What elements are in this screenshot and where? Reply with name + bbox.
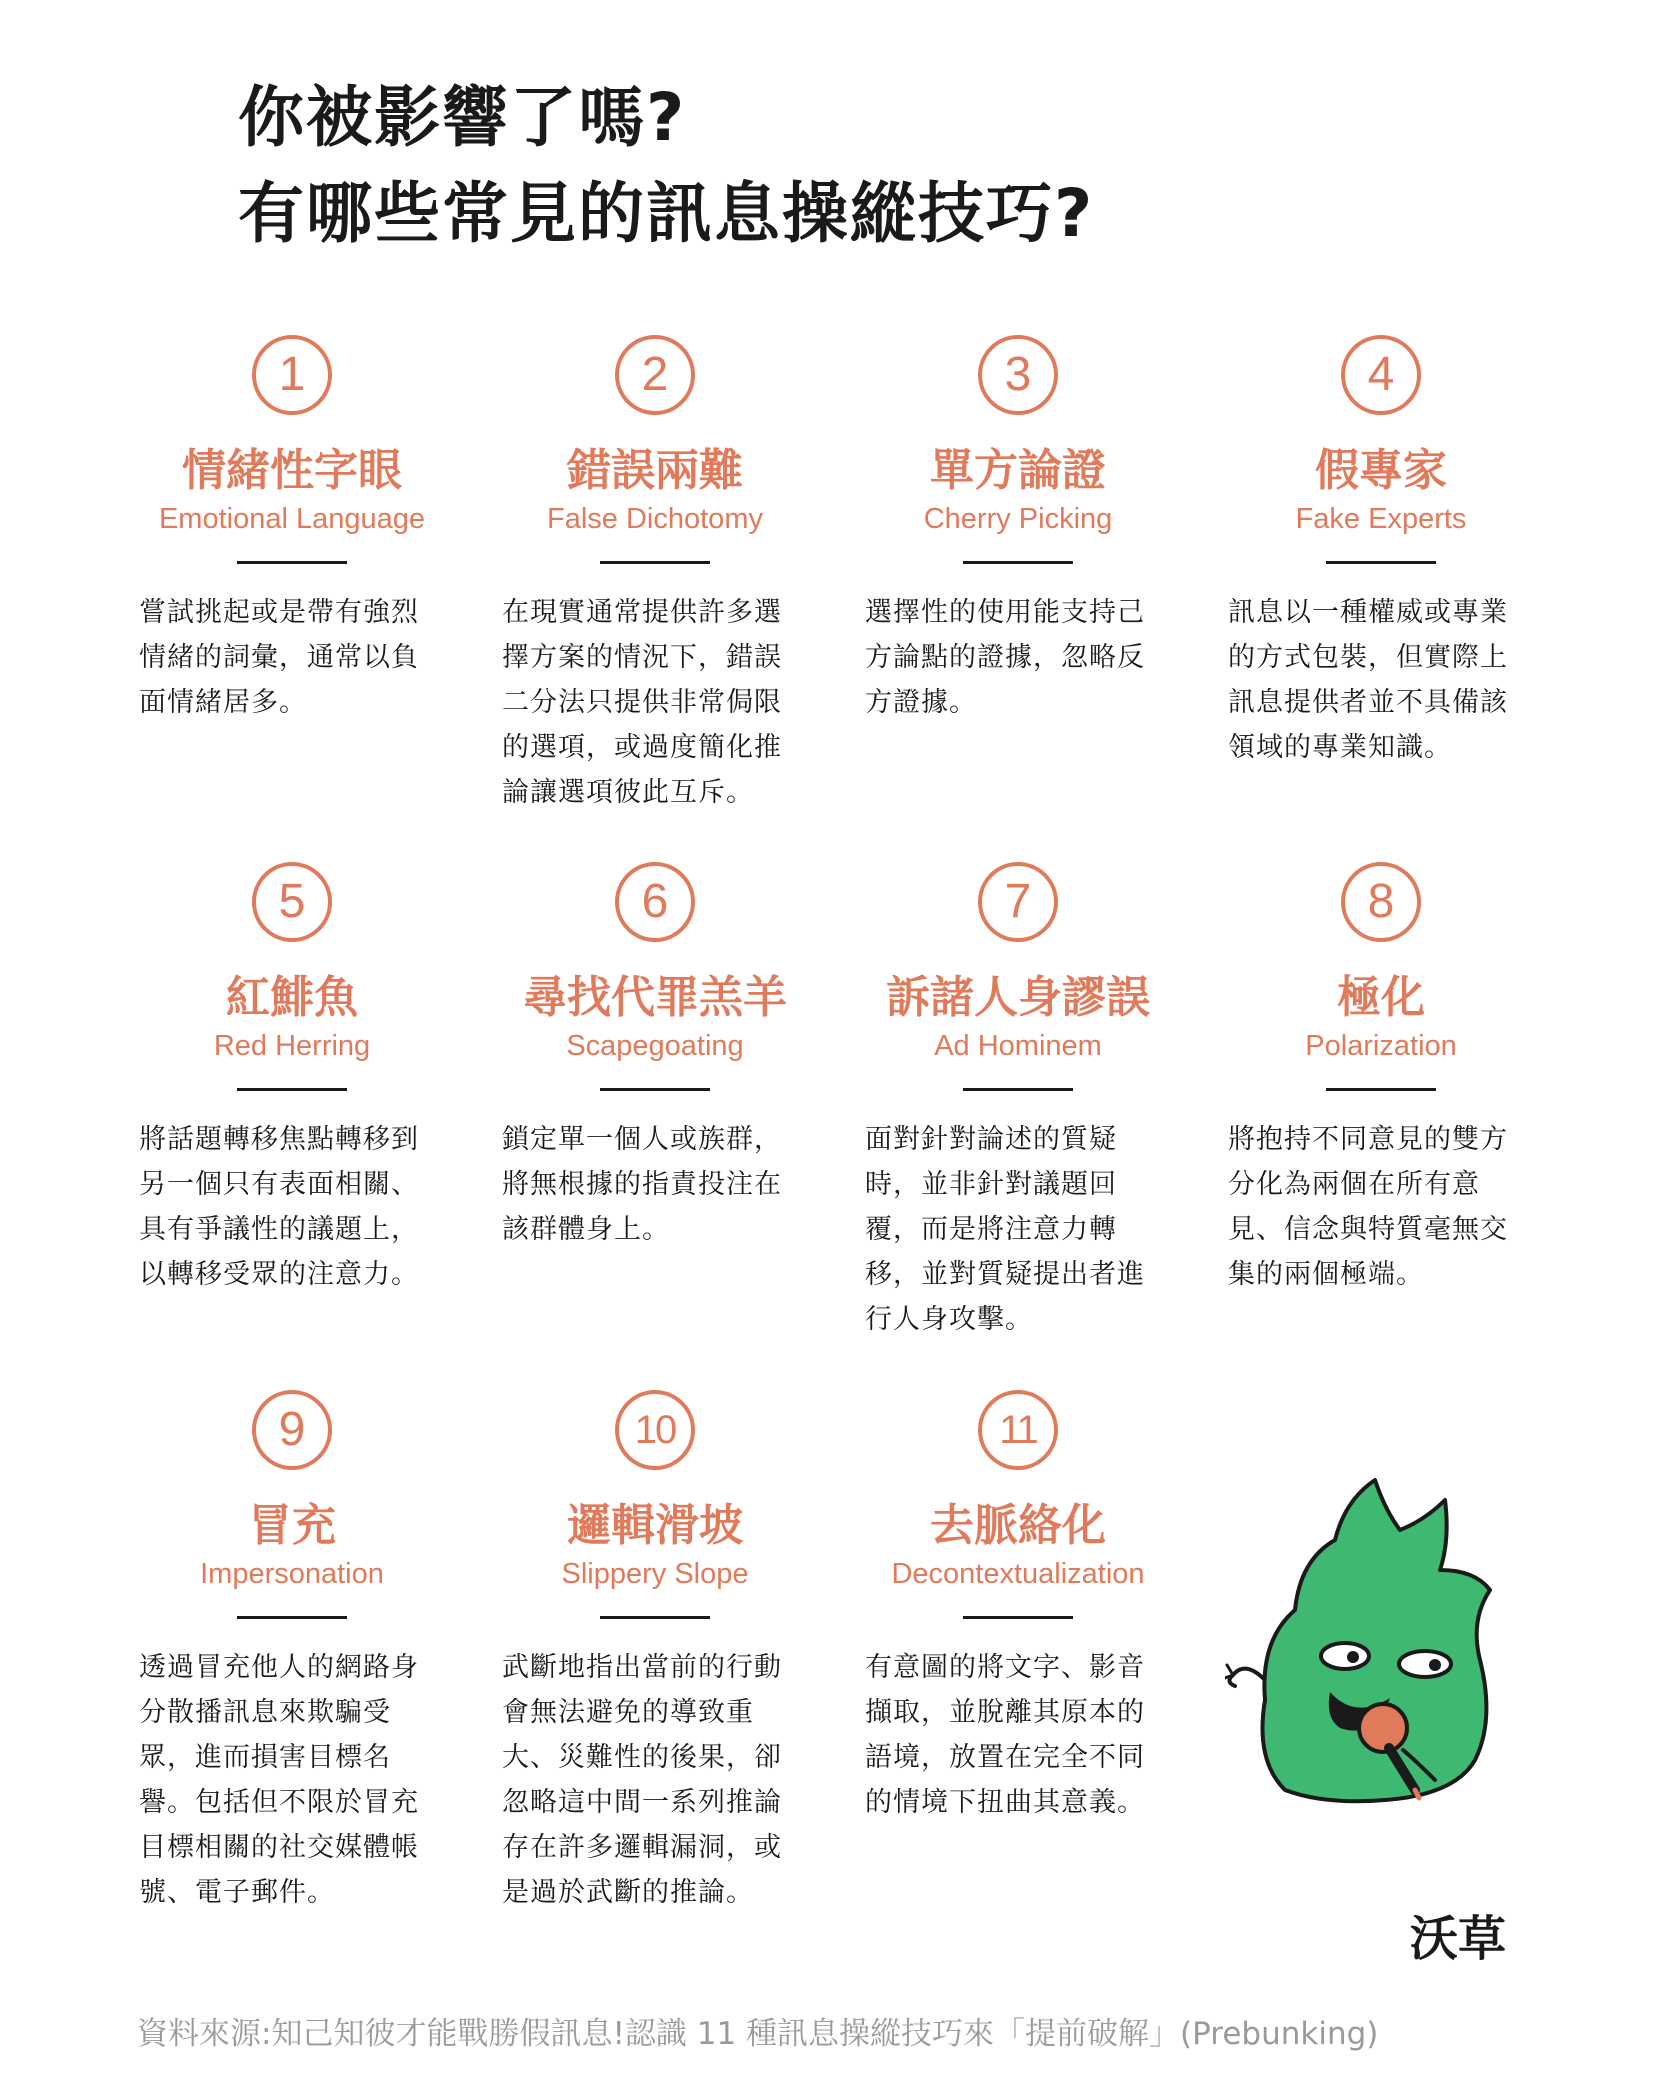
number-badge: 7	[978, 862, 1058, 942]
technique-description: 武斷地指出當前的行動會無法避免的導致重大、災難性的後果，卻忽略這中間一系列推論存在許多邏輯漏洞，或是過於武斷的推論。	[502, 1652, 782, 1908]
technique-title-zh: 尋找代罪羔羊	[523, 972, 787, 1023]
number-badge: 2	[615, 335, 695, 415]
number-badge: 1	[252, 335, 332, 415]
technique-card-9	[127, 1390, 457, 1915]
technique-description: 將話題轉移焦點轉移到另一個只有表面相關、具有爭議性的議題上，以轉移受眾的注意力。	[139, 1124, 419, 1290]
technique-title-en: Emotional Language	[158, 503, 426, 535]
technique-card-11	[853, 1390, 1183, 1825]
technique-title-en: Scapegoating	[566, 1030, 744, 1062]
technique-description: 鎖定單一個人或族群，將無根據的指責投注在該群體身上。	[502, 1124, 782, 1245]
divider	[237, 1616, 347, 1619]
mascot-illustration	[1225, 1460, 1525, 1820]
number-badge: 11	[978, 1390, 1058, 1470]
technique-card-6	[490, 862, 820, 1252]
technique-card-2	[490, 335, 820, 815]
divider	[237, 1088, 347, 1091]
number-badge: 8	[1341, 862, 1421, 942]
technique-title-en: Fake Experts	[1295, 503, 1467, 535]
title-line-1: 你被影響了嗎?	[238, 79, 687, 156]
divider	[963, 1616, 1073, 1619]
technique-title-en: Red Herring	[213, 1030, 371, 1062]
technique-card-8	[1216, 862, 1546, 1297]
technique-title-en: Impersonation	[200, 1558, 384, 1590]
divider	[600, 1088, 710, 1091]
technique-title-zh: 去脈絡化	[930, 1500, 1106, 1551]
divider	[963, 1088, 1073, 1091]
technique-title-en: Slippery Slope	[561, 1558, 749, 1590]
technique-card-1	[127, 335, 457, 725]
technique-title-en: Cherry Picking	[923, 503, 1113, 535]
technique-description: 面對針對論述的質疑時，並非針對議題回覆，而是將注意力轉移，並對質疑提出者進行人身攻擊。	[865, 1124, 1145, 1335]
divider	[237, 561, 347, 564]
technique-description: 訊息以一種權威或專業的方式包裝，但實際上訊息提供者並不具備該領域的專業知識。	[1228, 597, 1508, 763]
technique-card-5	[127, 862, 457, 1297]
technique-description: 嘗試挑起或是帶有強烈情緒的詞彙，通常以負面情緒居多。	[139, 597, 419, 718]
technique-title-zh: 冒充	[248, 1500, 336, 1551]
number-badge: 5	[252, 862, 332, 942]
number-badge: 10	[615, 1390, 695, 1470]
technique-description: 有意圖的將文字、影音擷取，並脫離其原本的語境，放置在完全不同的情境下扭曲其意義。	[865, 1652, 1145, 1818]
number-badge: 6	[615, 862, 695, 942]
number-badge: 9	[252, 1390, 332, 1470]
divider	[600, 1616, 710, 1619]
number-badge: 3	[978, 335, 1058, 415]
technique-title-zh: 單方論證	[930, 445, 1106, 496]
technique-title-zh: 錯誤兩難	[567, 445, 743, 496]
technique-title-en: Decontextualization	[891, 1558, 1145, 1590]
divider	[600, 561, 710, 564]
technique-card-3	[853, 335, 1183, 725]
technique-card-10	[490, 1390, 820, 1915]
technique-title-zh: 邏輯滑坡	[567, 1500, 743, 1551]
brand-logo: 沃草	[1410, 1911, 1507, 1967]
technique-description: 將抱持不同意見的雙方分化為兩個在所有意見、信念與特質毫無交集的兩個極端。	[1228, 1124, 1508, 1290]
technique-title-en: False Dichotomy	[547, 503, 763, 535]
technique-title-zh: 紅鯡魚	[226, 972, 358, 1023]
technique-description: 在現實通常提供許多選擇方案的情況下，錯誤二分法只提供非常侷限的選項，或過度簡化推論讓選項彼此互斥。	[502, 597, 782, 808]
technique-card-4	[1216, 335, 1546, 770]
technique-description: 透過冒充他人的網路身分散播訊息來欺騙受眾，進而損害目標名譽。包括但不限於冒充目標相關的社交媒體帳號、電子郵件。	[139, 1652, 419, 1908]
technique-title-en: Polarization	[1305, 1030, 1457, 1062]
technique-title-zh: 訴諸人身謬誤	[886, 972, 1150, 1023]
divider	[963, 561, 1073, 564]
divider	[1326, 561, 1436, 564]
technique-title-zh: 假專家	[1315, 445, 1447, 496]
technique-title-zh: 極化	[1337, 972, 1425, 1023]
title-line-2: 有哪些常見的訊息操縱技巧?	[238, 175, 1095, 252]
divider	[1326, 1088, 1436, 1091]
technique-title-zh: 情緒性字眼	[182, 445, 402, 496]
source-citation: 資料來源:知己知彼才能戰勝假訊息!認識 11 種訊息操縱技巧來「提前破解」(Prebunking)	[137, 2016, 1379, 2052]
technique-description: 選擇性的使用能支持己方論點的證據，忽略反方證據。	[865, 597, 1145, 718]
page-title	[238, 70, 1094, 262]
number-badge: 4	[1341, 335, 1421, 415]
technique-card-7	[853, 862, 1183, 1342]
technique-title-en: Ad Hominem	[934, 1030, 1102, 1062]
